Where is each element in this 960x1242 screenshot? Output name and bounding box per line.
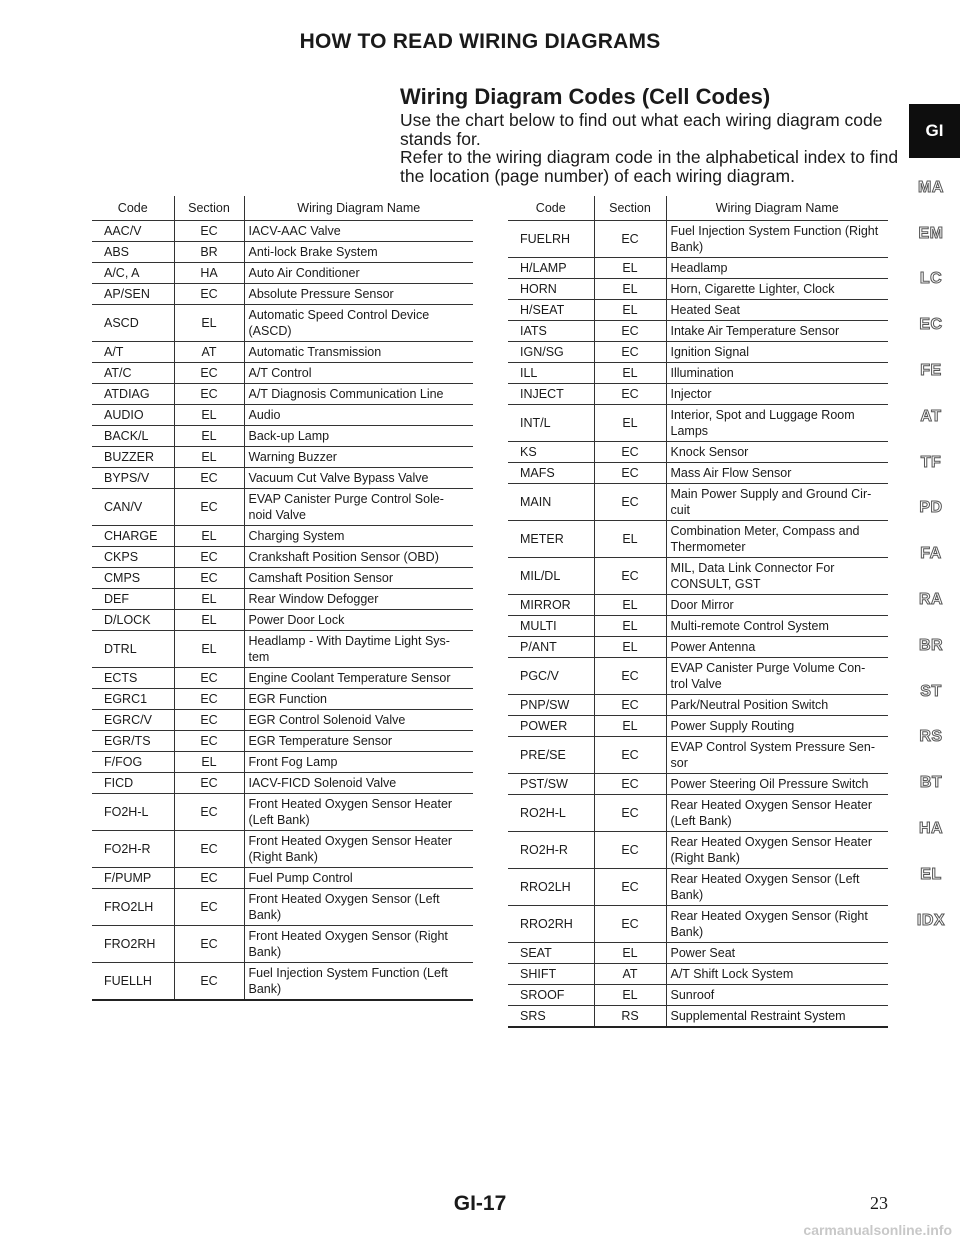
row-code: ECTS [92, 668, 174, 689]
codes-table-left [92, 196, 473, 1001]
row-diagram-name: Intake Air Temperature Sensor [666, 321, 888, 342]
table-row [508, 906, 888, 943]
section-tab-pd[interactable]: PD [919, 499, 943, 517]
table-row [508, 1006, 888, 1028]
table-row [92, 773, 473, 794]
table-row [92, 689, 473, 710]
section-tab-gi[interactable]: GI [909, 104, 960, 158]
row-diagram-name: Rear Heated Oxygen Sensor Heater (Left Bank) [666, 795, 888, 832]
section-tab-fa[interactable]: FA [920, 545, 942, 563]
row-diagram-name: Ignition Signal [666, 342, 888, 363]
row-diagram-name: Charging System [244, 526, 473, 547]
row-diagram-name: Front Heated Oxygen Sensor Heater (Right Bank) [244, 831, 473, 868]
row-code: ASCD [92, 305, 174, 342]
row-diagram-name: Rear Heated Oxygen Sensor Heater (Right Bank) [666, 832, 888, 869]
section-tab-em[interactable]: EM [918, 224, 944, 242]
row-section: EL [174, 405, 244, 426]
row-section: EC [594, 342, 666, 363]
row-section: EC [594, 737, 666, 774]
row-code: INJECT [508, 384, 594, 405]
table-row [508, 405, 888, 442]
intro-paragraph: Use the chart below to find out what each wiring diagram code stands for. [400, 110, 883, 149]
row-code: ABS [92, 242, 174, 263]
row-section: BR [174, 242, 244, 263]
row-diagram-name: Rear Heated Oxygen Sensor (Right Bank) [666, 906, 888, 943]
row-diagram-name: IACV-AAC Valve [244, 221, 473, 242]
table-row [92, 794, 473, 831]
row-section: EL [594, 716, 666, 737]
row-section: EC [174, 668, 244, 689]
row-section: EL [594, 300, 666, 321]
row-section: EC [174, 926, 244, 963]
row-code: DEF [92, 589, 174, 610]
table-row [92, 426, 473, 447]
section-tab-tf[interactable]: TF [920, 453, 942, 471]
table-row [92, 752, 473, 773]
watermark: carmanualsonline.info [803, 1222, 952, 1238]
table-row [92, 568, 473, 589]
row-diagram-name: Crankshaft Position Sensor (OBD) [244, 547, 473, 568]
table-row [92, 868, 473, 889]
row-section: EC [594, 558, 666, 595]
table-row [92, 710, 473, 731]
row-diagram-name: Interior, Spot and Luggage Room Lamps [666, 405, 888, 442]
row-section: EC [594, 906, 666, 943]
row-code: RO2H-L [508, 795, 594, 832]
row-diagram-name: Injector [666, 384, 888, 405]
row-diagram-name: Front Heated Oxygen Sensor Heater (Left Bank) [244, 794, 473, 831]
row-section: EC [174, 568, 244, 589]
table-row [508, 484, 888, 521]
col-header-code: Code [92, 196, 174, 221]
table-row [508, 595, 888, 616]
row-diagram-name: Power Steering Oil Pressure Switch [666, 774, 888, 795]
row-section: EC [174, 384, 244, 405]
row-code: F/FOG [92, 752, 174, 773]
row-diagram-name: Fuel Injection System Function (Right Bank) [666, 221, 888, 258]
row-section: EC [174, 889, 244, 926]
row-diagram-name: Front Heated Oxygen Sensor (Left Bank) [244, 889, 473, 926]
row-diagram-name: Engine Coolant Temperature Sensor [244, 668, 473, 689]
row-diagram-name: Fuel Pump Control [244, 868, 473, 889]
row-diagram-name: EVAP Control System Pressure Sen- sor [666, 737, 888, 774]
table-row [92, 589, 473, 610]
row-diagram-name: Power Antenna [666, 637, 888, 658]
section-tab-rs[interactable]: RS [919, 728, 943, 746]
row-code: EGRC/V [92, 710, 174, 731]
row-section: EC [594, 774, 666, 795]
row-section: EL [594, 616, 666, 637]
table-row [508, 737, 888, 774]
row-diagram-name: Headlamp [666, 258, 888, 279]
row-diagram-name: Automatic Transmission [244, 342, 473, 363]
row-code: CAN/V [92, 489, 174, 526]
table-row [508, 363, 888, 384]
row-code: BYPS/V [92, 468, 174, 489]
row-section: EL [174, 631, 244, 668]
row-diagram-name: Sunroof [666, 985, 888, 1006]
codes-table-right [508, 196, 888, 1028]
row-section: EL [174, 447, 244, 468]
table-row [508, 964, 888, 985]
row-code: FRO2LH [92, 889, 174, 926]
row-diagram-name: Illumination [666, 363, 888, 384]
page-number: 23 [870, 1193, 888, 1213]
row-code: SROOF [508, 985, 594, 1006]
row-code: CHARGE [92, 526, 174, 547]
row-code: IATS [508, 321, 594, 342]
table-row [92, 363, 473, 384]
row-code: FICD [92, 773, 174, 794]
table-row [92, 926, 473, 963]
row-section: EC [594, 221, 666, 258]
row-section: AT [174, 342, 244, 363]
row-diagram-name: Back-up Lamp [244, 426, 473, 447]
row-section: EC [174, 868, 244, 889]
row-diagram-name: Mass Air Flow Sensor [666, 463, 888, 484]
row-code: FO2H-L [92, 794, 174, 831]
table-row [92, 305, 473, 342]
row-code: PST/SW [508, 774, 594, 795]
row-section: EC [174, 773, 244, 794]
col-header-section: Section [594, 196, 666, 221]
table-row [508, 321, 888, 342]
row-section: EL [174, 305, 244, 342]
row-code: CMPS [92, 568, 174, 589]
table-row [92, 963, 473, 1001]
row-section: EC [594, 442, 666, 463]
row-diagram-name: Absolute Pressure Sensor [244, 284, 473, 305]
section-tab-st[interactable]: ST [920, 682, 942, 700]
row-code: POWER [508, 716, 594, 737]
row-diagram-name: Knock Sensor [666, 442, 888, 463]
row-diagram-name: Camshaft Position Sensor [244, 568, 473, 589]
row-section: EC [594, 795, 666, 832]
row-code: AAC/V [92, 221, 174, 242]
page-header: HOW TO READ WIRING DIAGRAMS [299, 30, 661, 53]
row-code: AUDIO [92, 405, 174, 426]
intro-text [400, 111, 905, 185]
row-diagram-name: Fuel Injection System Function (Left Bank) [244, 963, 473, 1001]
row-diagram-name: Power Seat [666, 943, 888, 964]
table-row [508, 384, 888, 405]
row-section: EL [594, 521, 666, 558]
row-section: EC [594, 869, 666, 906]
row-diagram-name: EGR Function [244, 689, 473, 710]
row-section: EC [174, 731, 244, 752]
row-diagram-name: EVAP Canister Purge Control Sole- noid Valve [244, 489, 473, 526]
row-section: EL [594, 637, 666, 658]
table-row [508, 279, 888, 300]
col-header-name: Wiring Diagram Name [244, 196, 473, 221]
row-code: MIRROR [508, 595, 594, 616]
row-code: EGRC1 [92, 689, 174, 710]
section-tab-at[interactable]: AT [920, 407, 942, 425]
row-diagram-name: Main Power Supply and Ground Cir- cuit [666, 484, 888, 521]
row-diagram-name: EVAP Canister Purge Volume Con- trol Valve [666, 658, 888, 695]
section-tab-ha[interactable]: HA [918, 820, 944, 838]
row-diagram-name: Headlamp - With Daytime Light Sys- tem [244, 631, 473, 668]
table-row [92, 631, 473, 668]
row-code: FRO2RH [92, 926, 174, 963]
row-section: EC [174, 710, 244, 731]
col-header-name: Wiring Diagram Name [666, 196, 888, 221]
row-section: EL [174, 526, 244, 547]
row-section: EC [594, 321, 666, 342]
row-section: EL [594, 363, 666, 384]
table-row [92, 447, 473, 468]
row-code: METER [508, 521, 594, 558]
row-diagram-name: Vacuum Cut Valve Bypass Valve [244, 468, 473, 489]
col-header-code: Code [508, 196, 594, 221]
row-section: EL [594, 985, 666, 1006]
row-diagram-name: Power Supply Routing [666, 716, 888, 737]
table-row [508, 637, 888, 658]
row-code: F/PUMP [92, 868, 174, 889]
table-row [92, 731, 473, 752]
row-code: P/ANT [508, 637, 594, 658]
row-section: EC [174, 831, 244, 868]
table-row [508, 300, 888, 321]
row-section: EL [174, 752, 244, 773]
section-tab-idx[interactable]: IDX [916, 911, 946, 929]
row-code: BACK/L [92, 426, 174, 447]
section-tab-ec[interactable]: EC [919, 316, 943, 334]
table-row [508, 985, 888, 1006]
row-section: EL [594, 405, 666, 442]
row-code: BUZZER [92, 447, 174, 468]
row-code: FUELRH [508, 221, 594, 258]
section-index-nav [905, 165, 957, 944]
row-section: EL [174, 589, 244, 610]
row-section: EL [174, 610, 244, 631]
table-row [92, 526, 473, 547]
row-code: HORN [508, 279, 594, 300]
table-row [508, 658, 888, 695]
row-code: CKPS [92, 547, 174, 568]
row-section: EC [174, 547, 244, 568]
row-diagram-name: Multi-remote Control System [666, 616, 888, 637]
row-diagram-name: A/T Shift Lock System [666, 964, 888, 985]
row-diagram-name: Rear Heated Oxygen Sensor (Left Bank) [666, 869, 888, 906]
table-row [508, 716, 888, 737]
row-section: EC [594, 832, 666, 869]
page-label: GI-17 [453, 1192, 507, 1215]
table-row [92, 547, 473, 568]
table-row [92, 384, 473, 405]
row-code: H/LAMP [508, 258, 594, 279]
row-section: EL [594, 258, 666, 279]
table-header-row [92, 196, 473, 221]
table-row [508, 442, 888, 463]
row-diagram-name: Rear Window Defogger [244, 589, 473, 610]
row-section: EC [594, 484, 666, 521]
row-section: EC [174, 284, 244, 305]
row-section: RS [594, 1006, 666, 1028]
intro-paragraph: Refer to the wiring diagram code in the alphabetical index to find the location (page number) of each wiring diagram. [400, 147, 899, 186]
row-code: ATDIAG [92, 384, 174, 405]
row-section: EL [174, 426, 244, 447]
section-tab-bt[interactable]: BT [919, 774, 943, 792]
row-diagram-name: A/T Diagnosis Communication Line [244, 384, 473, 405]
row-diagram-name: Front Fog Lamp [244, 752, 473, 773]
table-row [508, 869, 888, 906]
row-diagram-name: IACV-FICD Solenoid Valve [244, 773, 473, 794]
row-diagram-name: EGR Control Solenoid Valve [244, 710, 473, 731]
row-section: EC [594, 384, 666, 405]
row-diagram-name: Horn, Cigarette Lighter, Clock [666, 279, 888, 300]
row-section: EC [174, 794, 244, 831]
row-code: AP/SEN [92, 284, 174, 305]
table-row [92, 263, 473, 284]
row-code: EGR/TS [92, 731, 174, 752]
row-code: SEAT [508, 943, 594, 964]
row-diagram-name: Park/Neutral Position Switch [666, 695, 888, 716]
row-code: INT/L [508, 405, 594, 442]
table-row [508, 832, 888, 869]
row-section: EL [594, 279, 666, 300]
row-diagram-name: Front Heated Oxygen Sensor (Right Bank) [244, 926, 473, 963]
table-row [92, 668, 473, 689]
table-row [508, 795, 888, 832]
section-title: Wiring Diagram Codes (Cell Codes) [400, 84, 771, 109]
section-tab-ra[interactable]: RA [918, 591, 944, 609]
row-diagram-name: Door Mirror [666, 595, 888, 616]
table-row [508, 943, 888, 964]
row-code: DTRL [92, 631, 174, 668]
section-tab-el[interactable]: EL [920, 865, 942, 883]
row-section: HA [174, 263, 244, 284]
row-diagram-name: Supplemental Restraint System [666, 1006, 888, 1028]
row-code: MAFS [508, 463, 594, 484]
row-code: MIL/DL [508, 558, 594, 595]
row-diagram-name: Anti-lock Brake System [244, 242, 473, 263]
table-row [92, 405, 473, 426]
row-section: EL [594, 595, 666, 616]
row-diagram-name: EGR Temperature Sensor [244, 731, 473, 752]
row-section: EC [174, 963, 244, 1001]
section-tab-ma[interactable]: MA [918, 178, 944, 196]
row-code: MAIN [508, 484, 594, 521]
row-code: ILL [508, 363, 594, 384]
row-diagram-name: A/T Control [244, 363, 473, 384]
table-row [92, 831, 473, 868]
row-section: EC [594, 695, 666, 716]
row-code: PRE/SE [508, 737, 594, 774]
row-section: EC [174, 489, 244, 526]
row-code: RRO2RH [508, 906, 594, 943]
row-code: RRO2LH [508, 869, 594, 906]
table-row [508, 221, 888, 258]
table-row [92, 221, 473, 242]
row-section: AT [594, 964, 666, 985]
row-diagram-name: MIL, Data Link Connector For CONSULT, GST [666, 558, 888, 595]
row-diagram-name: Warning Buzzer [244, 447, 473, 468]
table-row [508, 774, 888, 795]
row-code: A/C, A [92, 263, 174, 284]
row-diagram-name: Heated Seat [666, 300, 888, 321]
row-section: EC [174, 468, 244, 489]
row-code: A/T [92, 342, 174, 363]
row-section: EC [174, 221, 244, 242]
row-diagram-name: Power Door Lock [244, 610, 473, 631]
row-diagram-name: Auto Air Conditioner [244, 263, 473, 284]
row-code: AT/C [92, 363, 174, 384]
row-diagram-name: Audio [244, 405, 473, 426]
table-row [92, 610, 473, 631]
row-diagram-name: Automatic Speed Control Device (ASCD) [244, 305, 473, 342]
section-tab-lc[interactable]: LC [919, 270, 943, 288]
table-header-row [508, 196, 888, 221]
table-row [508, 521, 888, 558]
col-header-section: Section [174, 196, 244, 221]
row-section: EC [174, 689, 244, 710]
table-row [508, 695, 888, 716]
row-diagram-name: Combination Meter, Compass and Thermometer [666, 521, 888, 558]
table-row [92, 284, 473, 305]
section-tab-br[interactable]: BR [918, 636, 944, 654]
row-section: EC [174, 363, 244, 384]
row-code: MULTI [508, 616, 594, 637]
row-section: EC [594, 463, 666, 484]
table-row [508, 258, 888, 279]
row-code: SHIFT [508, 964, 594, 985]
table-row [92, 242, 473, 263]
row-code: IGN/SG [508, 342, 594, 363]
row-code: FO2H-R [92, 831, 174, 868]
row-code: FUELLH [92, 963, 174, 1001]
row-code: PNP/SW [508, 695, 594, 716]
table-row [92, 468, 473, 489]
table-row [508, 558, 888, 595]
table-row [508, 342, 888, 363]
table-row [92, 342, 473, 363]
row-code: RO2H-R [508, 832, 594, 869]
table-row [508, 616, 888, 637]
row-code: H/SEAT [508, 300, 594, 321]
row-section: EL [594, 943, 666, 964]
section-tab-fe[interactable]: FE [920, 362, 942, 380]
row-code: D/LOCK [92, 610, 174, 631]
table-row [92, 889, 473, 926]
row-code: KS [508, 442, 594, 463]
table-row [508, 463, 888, 484]
row-code: PGC/V [508, 658, 594, 695]
table-row [92, 489, 473, 526]
row-section: EC [594, 658, 666, 695]
row-code: SRS [508, 1006, 594, 1028]
